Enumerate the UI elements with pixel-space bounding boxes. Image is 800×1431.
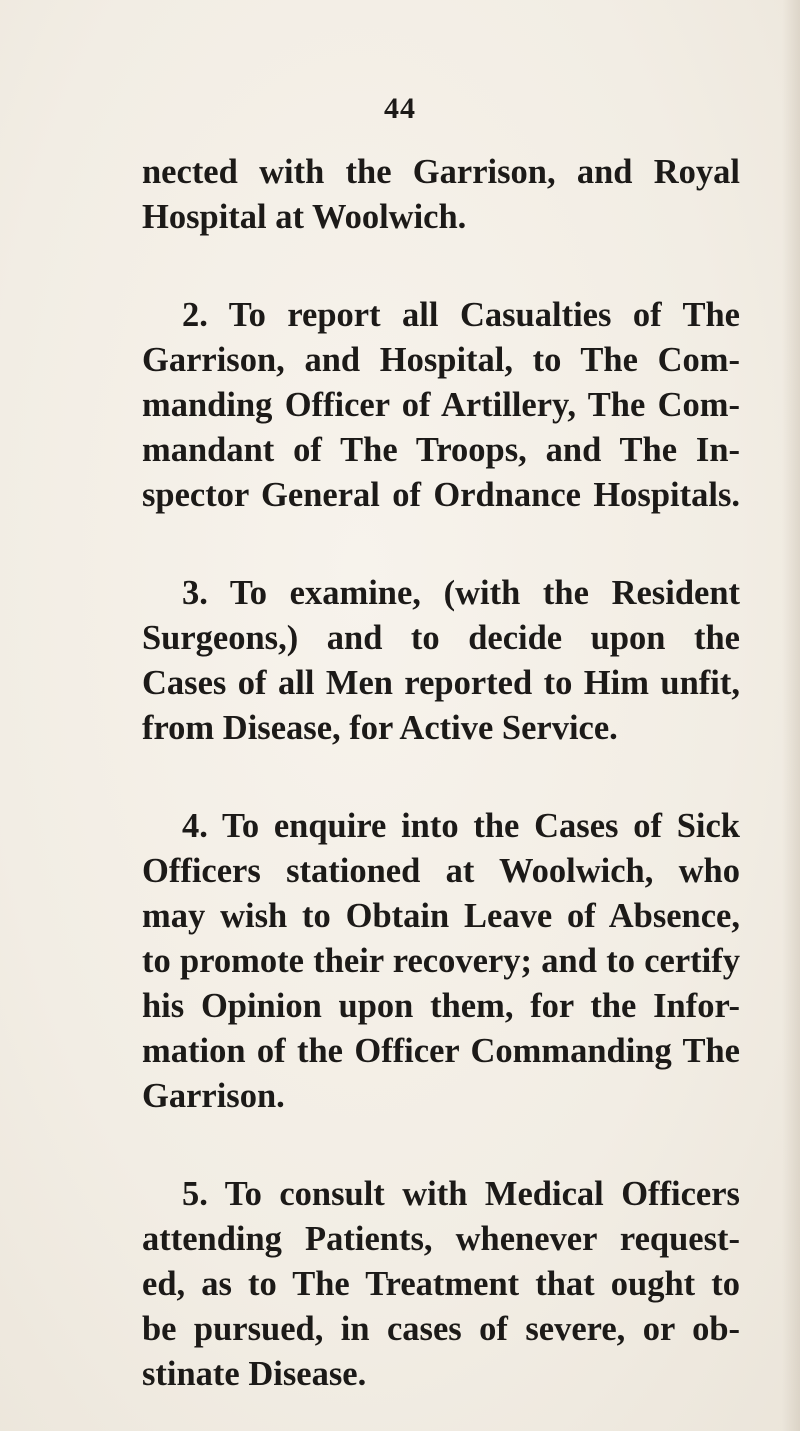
paragraph-item-3 <box>142 571 740 751</box>
text-line: mation of the Officer Commanding The <box>142 1032 740 1070</box>
text-line: attending Patients, whenever request- <box>142 1220 740 1258</box>
body-text <box>142 150 740 1397</box>
text-line: 5. To consult with Medical Officers <box>182 1175 740 1213</box>
paragraph-item-4 <box>142 804 740 1119</box>
paragraph-item-2 <box>142 293 740 518</box>
page-edge-shadow <box>782 0 800 1431</box>
text-line: Cases of all Men reported to Him unfit, <box>142 664 740 702</box>
text-line: mandant of The Troops, and The In- <box>142 431 740 469</box>
text-line: manding Officer of Artillery, The Com- <box>142 386 740 424</box>
text-line: from Disease, for Active Service. <box>142 709 618 747</box>
text-line: may wish to Obtain Leave of Absence, <box>142 897 740 935</box>
text-line: spector General of Ordnance Hospitals. <box>142 476 740 514</box>
text-line: Garrison. <box>142 1077 285 1115</box>
text-line: his Opinion upon them, for the Infor- <box>142 987 740 1025</box>
paragraph-continuation <box>142 150 740 240</box>
text-line: 3. To examine, (with the Resident <box>182 574 740 612</box>
text-line: 4. To enquire into the Cases of Sick <box>182 807 740 845</box>
text-line: nected with the Garrison, and Royal <box>142 153 740 191</box>
paragraph-item-5 <box>142 1172 740 1397</box>
text-line: Officers stationed at Woolwich, who <box>142 852 740 890</box>
text-line: 2. To report all Casualties of The <box>182 296 740 334</box>
text-line: Hospital at Woolwich. <box>142 198 467 236</box>
text-line: Garrison, and Hospital, to The Com- <box>142 341 740 379</box>
text-line: ed, as to The Treatment that ought to <box>142 1265 740 1303</box>
text-line: Surgeons,) and to decide upon the <box>142 619 740 657</box>
page-number: 44 <box>384 92 416 125</box>
text-line: be pursued, in cases of severe, or ob- <box>142 1310 740 1348</box>
text-line: stinate Disease. <box>142 1355 367 1393</box>
text-line: to promote their recovery; and to certify <box>142 942 740 980</box>
